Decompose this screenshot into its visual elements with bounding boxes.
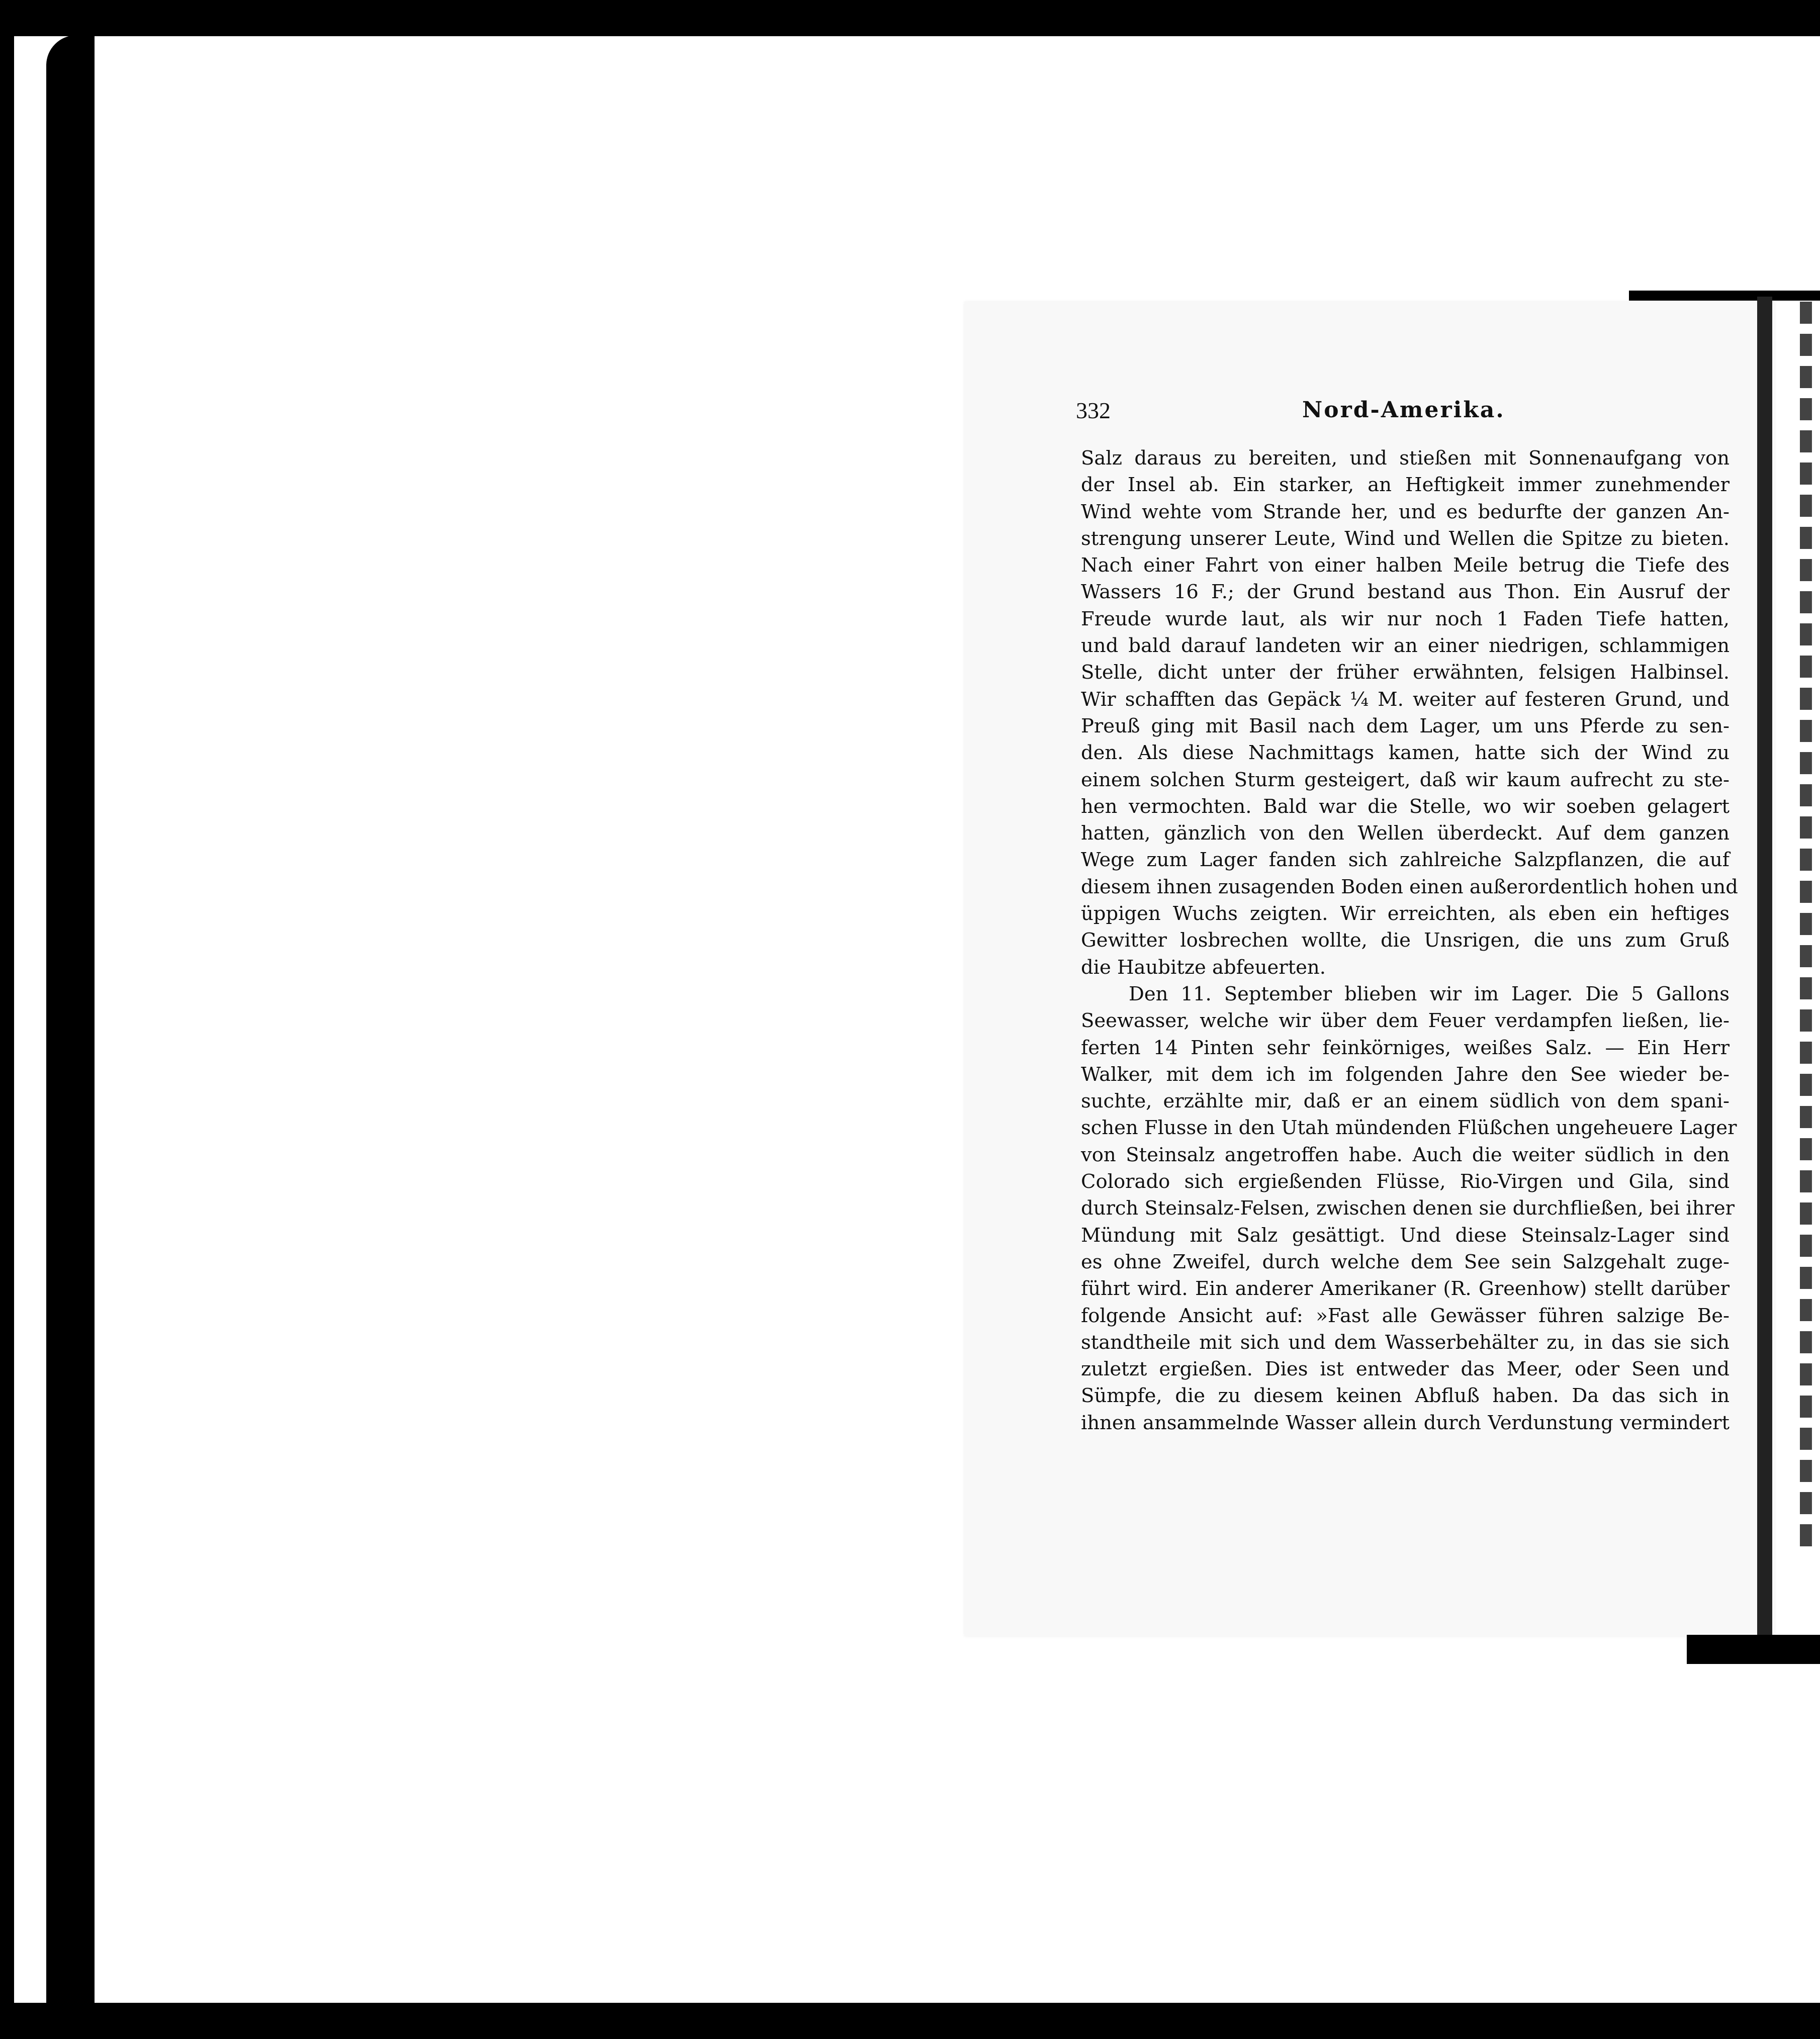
cropped-text-fragment xyxy=(1800,849,1820,871)
text-line: standtheile mit sich und dem Wasserbehälter zu, in das sie sich xyxy=(1081,1331,1730,1354)
text-line: Den 11. September blieben wir im Lager. Die 5 Gallons xyxy=(1129,982,1730,1005)
cropped-text-fragment xyxy=(1800,1170,1820,1192)
cropped-text-fragment xyxy=(1800,1363,1820,1385)
text-line: durch Steinsalz-Felsen, zwischen denen sie durchfließen, bei ihrer xyxy=(1081,1197,1735,1220)
text-line: führt wird. Ein anderer Amerikaner (R. Greenhow) stellt darüber xyxy=(1081,1277,1730,1301)
cropped-text-fragment xyxy=(1800,752,1820,774)
text-line: der Insel ab. Ein starker, an Heftigkeit immer zunehmender xyxy=(1081,474,1730,497)
text-line: zuletzt ergießen. Dies ist entweder das Meer, oder Seen und xyxy=(1081,1358,1730,1381)
cropped-text-fragment xyxy=(1800,1009,1820,1032)
cropped-text-fragment xyxy=(1800,784,1820,806)
cropped-text-fragment xyxy=(1800,398,1820,420)
cropped-text-fragment xyxy=(1800,334,1820,356)
scan-frame-left xyxy=(46,35,95,2004)
text-line: den. Als diese Nachmittags kamen, hatte sich der Wind zu xyxy=(1081,742,1730,765)
text-line: Mündung mit Salz gesättigt. Und diese Steinsalz-Lager sind xyxy=(1081,1224,1730,1247)
text-line: diesem ihnen zusagenden Boden einen außerordentlich hohen und xyxy=(1081,875,1738,898)
cropped-text-fragment xyxy=(1800,1202,1820,1225)
scan-frame-bottom-right xyxy=(1687,1635,1820,1664)
text-line: Wege zum Lager fanden sich zahlreiche Salzpflanzen, die auf xyxy=(1081,849,1730,872)
text-line: und bald darauf landeten wir an einer niedrigen, schlammigen xyxy=(1081,634,1730,658)
text-line: Sümpfe, die zu diesem keinen Abfluß haben. Da das sich in xyxy=(1081,1384,1730,1408)
cropped-text-fragment xyxy=(1800,1299,1820,1321)
body-text xyxy=(1081,445,1738,1436)
scan-frame-top-right xyxy=(1629,291,1820,301)
cropped-text-fragment xyxy=(1800,366,1820,388)
cropped-text-fragment xyxy=(1800,945,1820,967)
text-line: Freude wurde laut, als wir nur noch 1 Faden Tiefe hatten, xyxy=(1081,607,1730,630)
cropped-text-fragment xyxy=(1800,559,1820,581)
text-line: hatten, gänzlich von den Wellen überdeckt. Auf dem ganzen xyxy=(1081,822,1730,845)
cropped-text-fragment xyxy=(1800,977,1820,999)
text-line: von Steinsalz angetroffen habe. Auch die weiter südlich in den xyxy=(1081,1143,1730,1166)
text-line: Preuß ging mit Basil nach dem Lager, um uns Pferde zu sen- xyxy=(1081,714,1730,737)
cropped-text-fragment xyxy=(1800,1524,1820,1546)
text-line: suchte, erzählte mir, daß er an einem südlich von dem spani- xyxy=(1081,1090,1730,1113)
cropped-text-fragment xyxy=(1800,430,1820,452)
text-line: Colorado sich ergießenden Flüsse, Rio-Virgen und Gila, sind xyxy=(1081,1170,1730,1193)
scan-border-bottom xyxy=(0,2003,1820,2039)
text-line: Nach einer Fahrt von einer halben Meile betrug die Tiefe des xyxy=(1081,554,1730,577)
scan-border-top xyxy=(0,0,1820,36)
text-line: ihnen ansammelnde Wasser allein durch Verdunstung vermindert xyxy=(1081,1411,1730,1434)
text-line: es ohne Zweifel, durch welche dem See sein Salzgehalt zuge- xyxy=(1081,1250,1730,1273)
cropped-text-fragment xyxy=(1800,1267,1820,1289)
page-header xyxy=(1076,397,1724,432)
cropped-text-fragment xyxy=(1800,1460,1820,1482)
cropped-text-fragment xyxy=(1800,1396,1820,1418)
text-line: folgende Ansicht auf: »Fast alle Gewässer führen salzige Be- xyxy=(1081,1304,1730,1327)
page-spine-divider xyxy=(1757,297,1772,1639)
text-line: Wir schafften das Gepäck ¼ M. weiter auf festeren Grund, und xyxy=(1081,688,1730,711)
text-line: üppigen Wuchs zeigten. Wir erreichten, als eben ein heftiges xyxy=(1081,902,1730,925)
text-line: einem solchen Sturm gesteigert, daß wir kaum aufrecht zu ste- xyxy=(1081,768,1730,791)
scan-border-left xyxy=(0,0,14,2039)
cropped-text-fragment xyxy=(1800,688,1820,710)
text-line: Walker, mit dem ich im folgenden Jahre den See wieder be- xyxy=(1081,1063,1730,1086)
cropped-text-fragment xyxy=(1800,816,1820,839)
adjacent-page-fragment xyxy=(1800,302,1820,1619)
text-line: Seewasser, welche wir über dem Feuer verdampfen ließen, lie- xyxy=(1081,1009,1730,1033)
text-line: strengung unserer Leute, Wind und Wellen die Spitze zu bieten. xyxy=(1081,527,1730,550)
cropped-text-fragment xyxy=(1800,656,1820,678)
text-line: Wassers 16 F.; der Grund bestand aus Thon. Ein Ausruf der xyxy=(1081,581,1730,604)
cropped-text-fragment xyxy=(1800,913,1820,935)
cropped-text-fragment xyxy=(1800,527,1820,549)
cropped-text-fragment xyxy=(1800,591,1820,613)
text-line: Wind wehte vom Strande her, und es bedurfte der ganzen An- xyxy=(1081,500,1730,523)
text-line: die Haubitze abfeuerten. xyxy=(1081,956,1326,979)
text-line: schen Flusse in den Utah mündenden Flüßchen ungeheuere Lager xyxy=(1081,1117,1737,1140)
running-head: Nord-Amerika. xyxy=(1302,397,1505,423)
text-line: Gewitter losbrechen wollte, die Unsrigen, die uns zum Gruß xyxy=(1081,929,1730,952)
cropped-text-fragment xyxy=(1800,1331,1820,1353)
cropped-text-fragment xyxy=(1800,462,1820,485)
cropped-text-fragment xyxy=(1800,881,1820,903)
cropped-text-fragment xyxy=(1800,1042,1820,1064)
cropped-text-fragment xyxy=(1800,1074,1820,1096)
cropped-text-fragment xyxy=(1800,1492,1820,1514)
cropped-text-fragment xyxy=(1800,1138,1820,1160)
cropped-text-fragment xyxy=(1800,720,1820,742)
cropped-text-fragment xyxy=(1800,1106,1820,1128)
text-line: Stelle, dicht unter der früher erwähnten, felsigen Halbinsel. xyxy=(1081,661,1730,684)
text-line: ferten 14 Pinten sehr feinkörniges, weißes Salz. — Ein Herr xyxy=(1081,1036,1730,1059)
text-line: Salz daraus zu bereiten, und stießen mit Sonnenaufgang von xyxy=(1081,447,1730,470)
cropped-text-fragment xyxy=(1800,1428,1820,1450)
cropped-text-fragment xyxy=(1800,1235,1820,1257)
page-number: 332 xyxy=(1076,398,1111,423)
text-line: hen vermochten. Bald war die Stelle, wo wir soeben gelagert xyxy=(1081,795,1730,818)
cropped-text-fragment xyxy=(1800,623,1820,645)
cropped-text-fragment xyxy=(1800,495,1820,517)
cropped-text-fragment xyxy=(1800,302,1820,324)
